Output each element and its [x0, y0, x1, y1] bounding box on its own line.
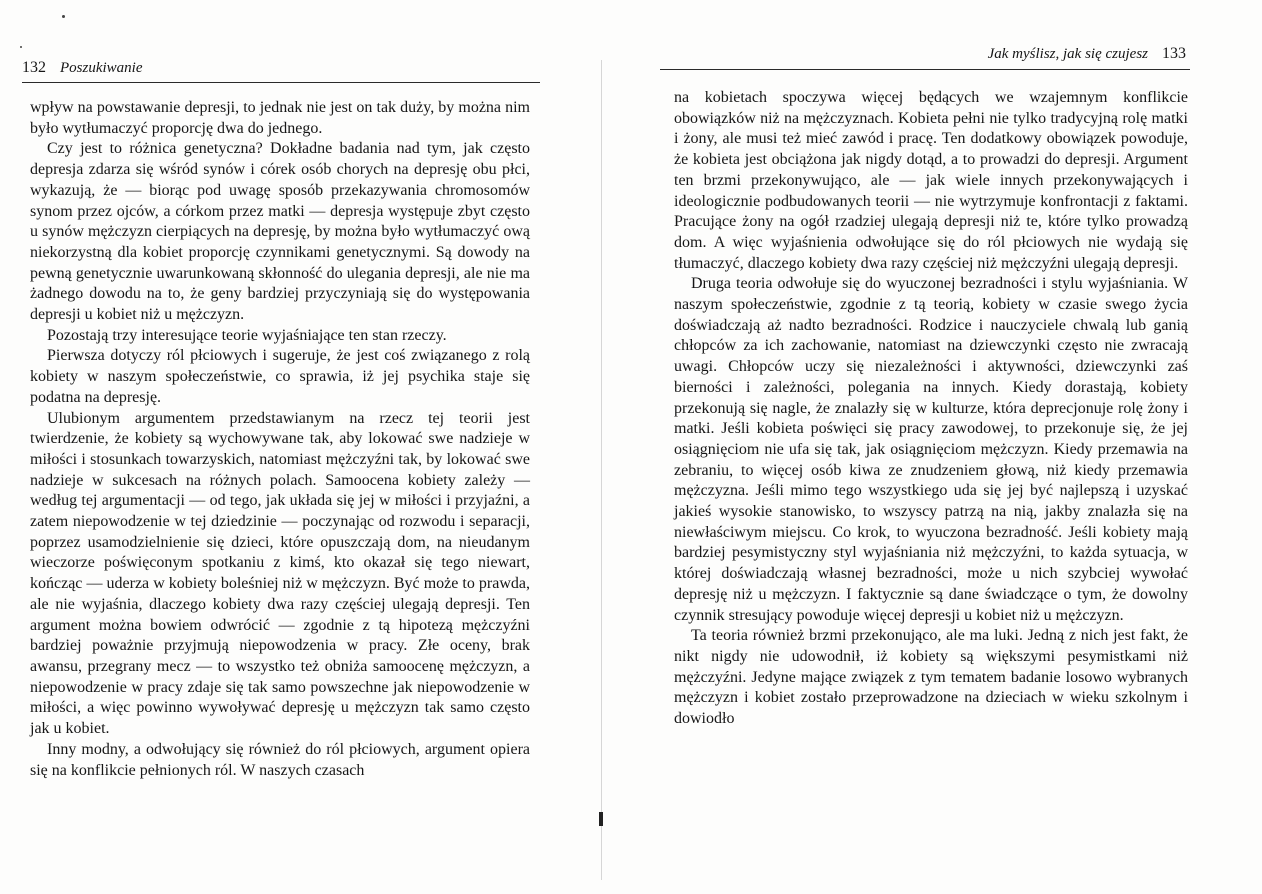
right-running-title: Jak myślisz, jak się czujesz: [987, 46, 1148, 62]
left-page: [0, 0, 600, 894]
paragraph: Pozostają trzy interesujące teorie wyjaśniające ten stan rzeczy.: [47, 326, 447, 344]
right-page-header: [666, 42, 1186, 66]
paragraph: Czy jest to różnica genetyczna? Dokładne badania nad tym, jak często depresja zdarza się wśród synów i córek osób chorych na depresję obu płci, wykazują, że — biorąc pod uwagę sposób przekazywania chromosomów synom przez ojców, a córkom przez matki — depresja występuje zbyt często u synów mężczyzn cierpiących na depresję, by można było wytłumaczyć ową niekorzystną dla kobiet proporcję czynnikami genetycznymi. Są dowody na pewną genetycznie uwarunkowaną skłonność do ulegania depresji, ale nie ma żadnego dowodu na to, że geny bardziej przyczyniają się do występowania depresji u kobiet niż u mężczyzn.: [30, 140, 530, 324]
paragraph: Pierwsza dotyczy ról płciowych i sugeruje, że jest coś związanego z rolą kobiety w naszym społeczeństwie, co sprawia, iż jej psychika staje się podatna na depresję.: [30, 347, 530, 406]
right-page: [604, 0, 1262, 894]
left-page-header: [22, 56, 540, 80]
left-page-body: [30, 98, 530, 781]
right-page-body: [674, 88, 1188, 730]
right-header-rule: [660, 69, 1190, 70]
paragraph: Inny modny, a odwołujący się również do ról płciowych, argument opiera się na konflikcie pełnionych ról. W naszych czasach: [30, 740, 530, 779]
paragraph: wpływ na powstawanie depresji, to jednak nie jest on tak duży, by można nim było wytłumaczyć proporcję dwa do jednego.: [30, 99, 530, 137]
gutter-mark: [599, 812, 603, 826]
paragraph: Ulubionym argumentem przedstawianym na rzecz tej teorii jest twierdzenie, że kobiety są wychowywane tak, aby lokować swe nadzieje w miłości i stosunkach towarzyskich, natomiast mężczyźni tak, by lokować swe nadzieje w sukcesach na różnych polach. Samoocena kobiety zależy — według tej argumentacji — od tego, jak układa się jej w miłości i przyjaźni, a zatem niepowodzenie w tej dziedzinie — poczynając od rozwodu i separacji, poprzez usamodzielnienie się dzieci, które opuszczają dom, na nieudanym wieczorze poświęconym spotkaniu z kimś, kto okazał się tego niewart, kończąc — uderza w kobiety boleśniej niż w mężczyzn. Być może to prawda, ale nie wyjaśnia, dlaczego kobiety dwa razy częściej ulegają depresji. Ten argument można bowiem odwrócić — zgodnie z tą hipotezą mężczyźni bardziej poważnie przyjmują niepowodzenia w pracy. Złe oceny, brak awansu, przegrany mecz — to wszystko też obniża samoocenę mężczyzn, a niepowodzenie w pracy zdaje się tak samo powszechne jak niepowodzenie w miłości, a więc powinno wywoływać depresję u mężczyzn tak samo często jak u kobiet.: [30, 409, 530, 738]
paragraph: na kobietach spoczywa więcej będących we wzajemnym konflikcie obowiązków niż na mężczyznach. Kobieta pełni nie tylko tradycyjną rolę matki i żony, ale musi też mieć zawód i pracę. Ten dodatkowy obowiązek powoduje, że kobieta jest obciążona jak nigdy dotąd, a to prowadzi do depresji. Argument ten brzmi przekonywująco, ale — jak wiele innych przekonywających i ideologicznie podbudowanych teorii — nie wytrzymuje konfrontacji z faktami. Pracujące żony na ogół rzadziej ulegają depresji niż te, które tylko prowadzą dom. A więc wyjaśnienia odwołujące się do ról płciowych nie wydają się tłumaczyć, dlaczego kobiety dwa razy częściej niż mężczyźni ulegają depresji.: [674, 89, 1188, 272]
left-header-rule: [22, 82, 540, 83]
right-page-number: 133: [1162, 45, 1186, 62]
paragraph: Druga teoria odwołuje się do wyuczonej bezradności i stylu wyjaśniania. W naszym społeczeństwie, zgodnie z tą teorią, kobiety w czasie swego życia doświadczają aż nadto bezradności. Rodzice i nauczyciele chwalą lub ganią chłopców za ich zachowanie, natomiast na dziewczynki często nie zwracają uwagi. Chłopców uczy się niezależności i aktywności, dziewczynki zaś bierności i zależności, polegania na innych. Kiedy dorastają, kobiety przekonują się nagle, że znalazły się w kulturze, która deprecjonuje rolę żony i matki. Jeśli kobieta poświęci się pracy zawodowej, to przekonuje się, że jej osiągnięciom nie ufa się tak, jak osiągnięciom mężczyzn. Kiedy przemawia na zebraniu, to więcej osób kiwa ze znudzeniem głową, niż kiedy przemawia mężczyzna. Jeśli mimo tego wszystkiego uda się jej być najlepszą i uzyskać jakieś wysokie stanowisko, to wszyscy patrzą na nią, jakby znalazła się na niewłaściwym miejscu. Co krok, to wyuczona bezradność. Jeśli kobiety mają bardziej pesymistyczny styl wyjaśniania niż mężczyźni, to każda sytuacja, w której doświadczają własnej bezradności, może u nich szybciej wywołać depresję niż u mężczyzn. I faktycznie są dane świadczące o tym, że dowolny czynnik stresujący powoduje więcej depresji u kobiet niż u mężczyzn.: [674, 275, 1188, 624]
left-running-title: Poszukiwanie: [60, 60, 143, 76]
left-page-number: 132: [22, 59, 46, 76]
paragraph: Ta teoria również brzmi przekonująco, ale ma luki. Jedną z nich jest fakt, że nikt nigdy nie udowodnił, iż kobiety są większymi pesymistkami niż mężczyźni. Jedyne mające związek z tym tematem badanie losowo wybranych mężczyzn i kobiet zostało przeprowadzone na dzieciach w wieku szkolnym i dowiodło: [674, 627, 1188, 728]
book-gutter: [601, 60, 602, 880]
